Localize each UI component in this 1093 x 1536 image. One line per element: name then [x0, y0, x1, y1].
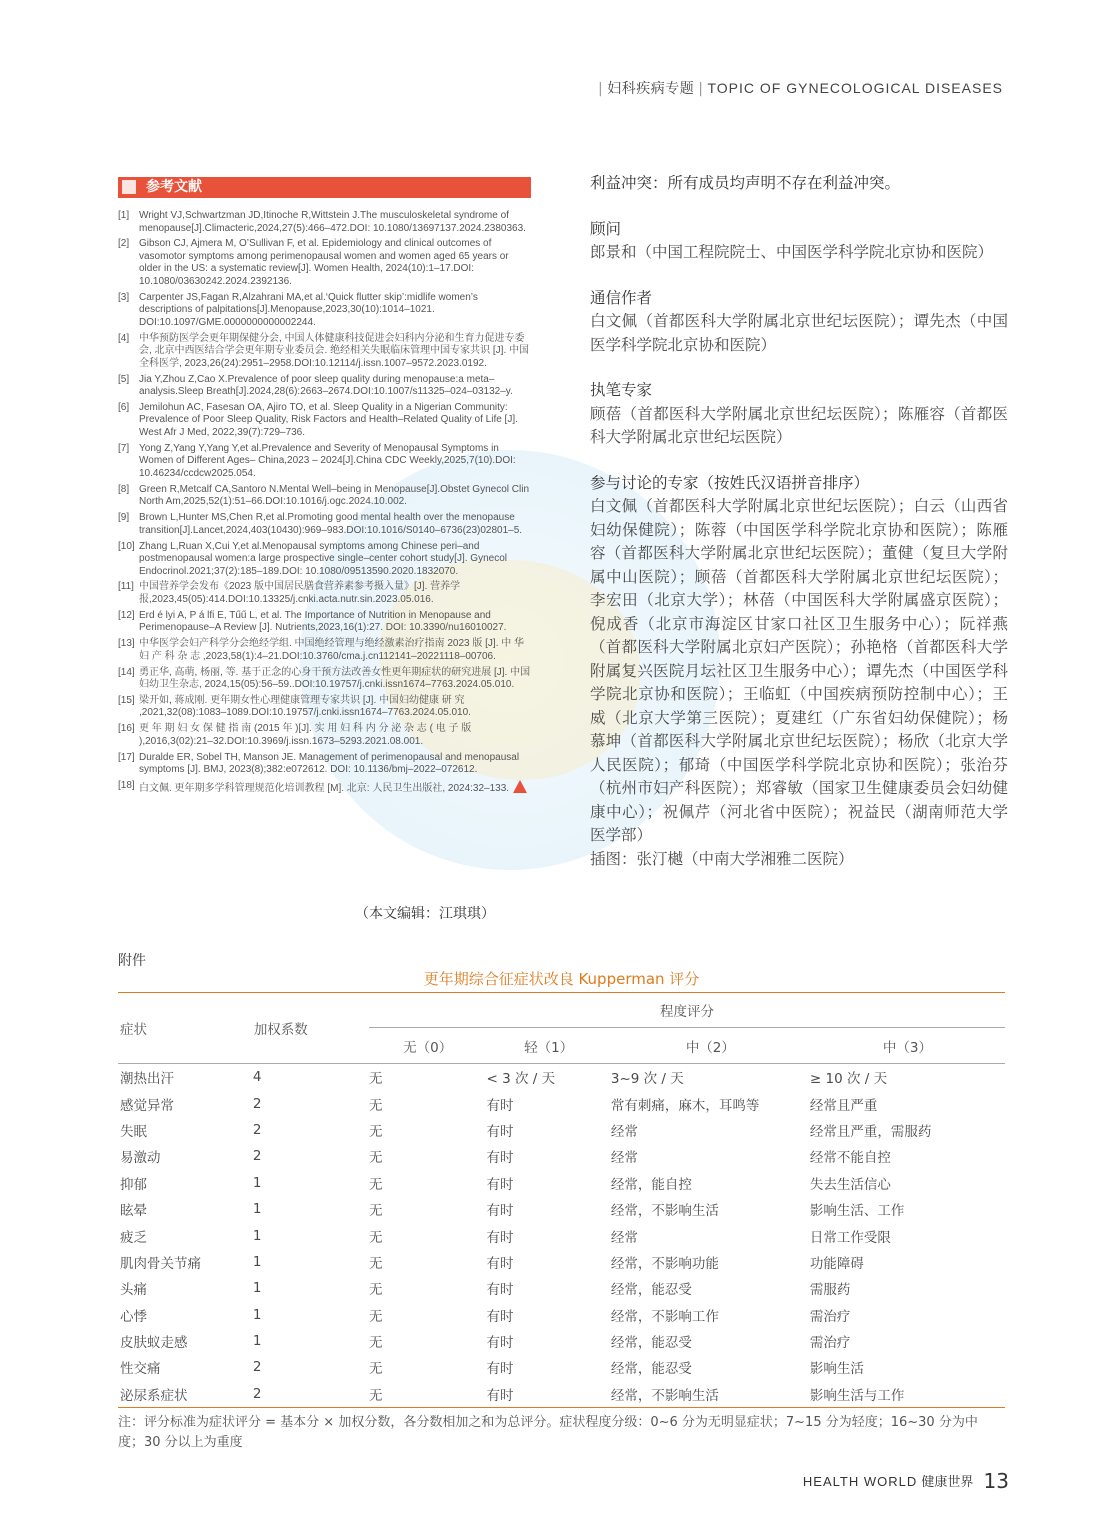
table-cell: 有时: [486, 1123, 514, 1140]
table-cell: 肌肉骨关节痛: [120, 1255, 201, 1272]
header-symptom: 症状: [120, 1022, 147, 1038]
end-mark-icon: [513, 780, 527, 793]
table-cell: 2: [252, 1385, 262, 1402]
table-row: [118, 1064, 1005, 1091]
footer-brand: HEALTH WORLD: [802, 1474, 918, 1489]
reference-item: [118, 292, 533, 330]
table-cell: 无: [368, 1097, 383, 1114]
reference-text: Carpenter JS,Fagan R,Alzahrani MA,et al.‘Quick flutter skip’:midlife women’s descriptions of palpitations[J].Menopause,2023,30(10):1014–1021. DOI:10.1097/GME.0000000000002244.: [139, 291, 478, 328]
table-row: [118, 1170, 1005, 1196]
table-cell: 无: [368, 1150, 383, 1167]
references-title: 参考文献: [146, 179, 202, 195]
header-en: TOPIC OF GYNECOLOGICAL DISEASES: [707, 80, 1003, 96]
table-cell: 经常，能忍受: [610, 1335, 692, 1352]
table-row: [118, 1249, 1005, 1275]
table-cell: 有时: [486, 1387, 514, 1404]
table-cell: 有时: [486, 1229, 514, 1246]
table-cell: 失去生活信心: [809, 1176, 891, 1193]
reference-text: Yong Z,Yang Y,Yang Y,et al.Prevalence and Severity of Menopausal Symptoms in Women of Different Ages– China,2023 – 2024[J].China CDC Weekly,2025,7(10).DOI: 10.46234/ccdcw2025.054.: [139, 442, 516, 479]
table-cell: 有时: [486, 1176, 514, 1193]
section-heading: 顾问: [590, 219, 622, 238]
reference-number: [14]: [118, 666, 135, 678]
reference-text: Jemilohun AC, Fasesan OA, Ajiro TO, et al. Sleep Quality in a Nigerian Community: Prevalence of Poor Sleep Quality, Risk Factors and Health–Related Quality of Life [J]. West Afr J Med, 2022,39(7):729–736.: [139, 401, 518, 438]
header-level-3: 中（3）: [882, 1039, 932, 1056]
table-cell: 泌尿系症状: [120, 1387, 188, 1404]
table-cell: 经常，不影响生活: [610, 1387, 719, 1404]
section-text: 郎景和（中国工程院院士、中国医学科学院北京协和医院）: [590, 243, 994, 261]
footer-cn: 健康世界: [921, 1475, 974, 1490]
table-cell: 经常，不影响功能: [610, 1255, 719, 1272]
reference-number: [18]: [118, 780, 135, 792]
table-cell: 抑郁: [120, 1176, 147, 1193]
reference-text: Zhang L,Ruan X,Cui Y,et al.Menopausal symptoms among Chinese peri–and postmenopausal women:a large prospective single–center cohort study[J]. Gynecol Endocrinol.2021;37(2):185–189.DOI: 10.1080/09513590.2020.1832070.: [139, 540, 507, 577]
table-row: [118, 1196, 1005, 1222]
table-cell: 经常: [610, 1150, 638, 1167]
table-cell: 影响生活与工作: [809, 1387, 905, 1404]
table-cell: 眩晕: [120, 1203, 147, 1220]
table-row: [118, 1222, 1005, 1248]
section-text: 白文佩（首都医科大学附属北京世纪坛医院）；谭先杰（中国医学科学院北京协和医院）: [590, 312, 1008, 354]
reference-number: [2]: [118, 238, 130, 250]
table-cell: 经常: [610, 1123, 638, 1140]
table-cell: 无: [368, 1123, 383, 1140]
reference-item: [118, 238, 533, 288]
table-cell: 常有刺痛，麻木，耳鸣等: [610, 1097, 760, 1114]
table-row: [118, 1354, 1005, 1380]
table-cell: 疲乏: [120, 1229, 147, 1246]
section-heading: 执笔专家: [590, 381, 653, 399]
table-cell: 无: [368, 1071, 383, 1088]
table-cell: 潮热出汗: [120, 1071, 174, 1088]
table-cell: 1: [252, 1253, 262, 1270]
table-cell: ≥ 10 次 / 天: [809, 1071, 888, 1088]
reference-text: Green R,Metcalf CA,Santoro N.Mental Well–being in Menopause[J].Obstet Gynecol Clin North Am,2025,52(1):51–66.DOI:10.1016/j.ogc.2024.10.002.: [139, 483, 529, 508]
reference-text: 中华预防医学会更年期保健分会, 中国人体健康科技促进会妇科内分泌和生育力促进专委会, 北京中西医结合学会更年期专业委员会. 绝经相关失眠临床管理中国专家共识 [J]. 中国全科医学, 2023,26(24):2951–2958.DOI:10.12114/j.issn.1007–9572.2023.0192.: [139, 332, 530, 369]
reference-text: 白文佩. 更年期多学科管理规范化培训教程 [M]. 北京: 人民卫生出版社, 2024:32–133.: [139, 783, 510, 795]
reference-text: Brown L,Hunter MS,Chen R,et al.Promoting good mental health over the menopause transition[J].Lancet,2024,403(10430):969–983.DOI:10.1016/S0140–6736(23)02801–5.: [139, 512, 523, 536]
table-cell: 需服药: [809, 1282, 851, 1299]
table-cell: 1: [252, 1174, 262, 1191]
table-cell: 有时: [486, 1255, 514, 1272]
page-footer: [803, 1469, 1009, 1493]
table-cell: 有时: [486, 1308, 514, 1325]
table-cell: 2: [252, 1121, 262, 1138]
table-cell: 1: [252, 1227, 262, 1244]
reference-number: [8]: [118, 483, 130, 495]
table-cell: 影响生活: [809, 1361, 864, 1378]
table-cell: 2: [252, 1359, 262, 1376]
reference-number: [17]: [118, 751, 135, 763]
table-cell: 需治疗: [809, 1335, 851, 1352]
references-heading: [118, 177, 531, 198]
reference-text: 中国营养学会发布《2023 版中国居民膳食营养素参考摄入量》[J]. 营养学报,2023,45(05):414.DOI:10.13325/j.cnki.acta.nutr.sin.2023.05.016.: [139, 581, 461, 605]
section-text: 顾蓓（首都医科大学附属北京世纪坛医院）；陈雁容（首都医科大学附属北京世纪坛医院）: [590, 404, 1008, 446]
table-cell: 失眠: [120, 1123, 147, 1140]
header-level-0: 无（0）: [403, 1039, 453, 1056]
reference-item: [118, 484, 533, 509]
header-level-2: 中（2）: [685, 1039, 735, 1056]
table-row: [118, 1143, 1005, 1169]
section-text: 白文佩（首都医科大学附属北京世纪坛医院）；白云（山西省妇幼保健院）；陈蓉（中国医学科学院北京协和医院）；陈雁容（首都医科大学附属北京世纪坛医院）；董健（复旦大学附属中山医院）；顾蓓（首都医科大学附属北京世纪坛医院）；李宏田（北京大学）；林蓓（中国医科大学附属盛京医院）；倪成香（北京市海淀区甘家口社区卫生服务中心）；阮祥燕（首都医科大学附属北京妇产医院）；孙艳格（首都医科大学附属复兴医院月坛社区卫生服务中心）；谭先杰（中国医学科学院北京协和医院）；王临虹（中国疾病预防控制中心）；王威（北京大学第三医院）；夏建红（广东省妇幼保健院）；杨慕坤（首都医科大学附属北京世纪坛医院）；杨欣（北京大学人民医院）；郁琦（中国医学科学院北京协和医院）；张治芬（杭州市妇产科医院）；郑睿敏（国家卫生健康委员会妇幼健康中心）；祝佩芹（河北省中医院）；祝益民（湖南师范大学医学部）: [590, 497, 1008, 844]
reference-item: [118, 780, 533, 796]
table-row: [118, 1328, 1005, 1354]
reference-number: [11]: [118, 581, 134, 593]
table-row: [118, 1090, 1005, 1116]
table-cell: 无: [368, 1387, 383, 1404]
table-cell: 易激动: [120, 1150, 161, 1167]
table-cell: 有时: [486, 1361, 514, 1378]
table-row: [118, 1381, 1005, 1408]
table-cell: 无: [368, 1176, 383, 1193]
reference-text: 梁开如, 蒋成刚. 更年期女性心理健康管理专家共识 [J]. 中国妇幼健康 研 究 ,2021,32(08):1083–1089.DOI:10.19757/j.cnki.issn1674–7763.2024.05.010.: [139, 694, 471, 719]
table-cell: 感觉异常: [120, 1097, 174, 1114]
reference-number: [1]: [118, 210, 130, 221]
table-cell: 无: [368, 1361, 383, 1378]
table-cell: 无: [368, 1229, 383, 1246]
table-cell: 1: [252, 1306, 262, 1323]
table-cell: 有时: [486, 1150, 514, 1167]
table-cell: 经常不能自控: [809, 1150, 891, 1167]
attachment-label: 附件: [118, 953, 146, 969]
reference-item: [118, 723, 533, 748]
reference-number: [10]: [118, 540, 135, 552]
reference-item: [118, 210, 533, 235]
table-cell: < 3 次 / 天: [486, 1071, 556, 1088]
reference-text: Gibson CJ, Ajmera M, O’Sullivan F, et al. Epidemiology and clinical outcomes of vasomotor symptoms among perimenopausal women and women aged 65 years or older in the US: a systematic review[J]. Women Health, 2024(10):1–17.DOI: 10.1080/03630242.2024.2392136.: [139, 238, 509, 287]
reference-number: [7]: [118, 442, 130, 454]
page-header: | 妇科疾病专题 | TOPIC OF GYNECOLOGICAL DISEASES: [598, 80, 1003, 97]
reference-item: [118, 752, 533, 777]
editor-credit: （本文编辑：江琪琪）: [355, 906, 495, 922]
reference-item: [118, 443, 533, 481]
reference-item: [118, 695, 533, 720]
table-cell: 性交痛: [120, 1361, 161, 1378]
reference-item: [118, 667, 533, 692]
reference-item: [118, 581, 533, 606]
table-cell: 经常，不影响工作: [610, 1308, 719, 1325]
kupperman-table: [118, 992, 1005, 1408]
table-cell: 经常且严重，需服药: [809, 1123, 932, 1140]
table-cell: 4: [252, 1069, 262, 1086]
header-degree: 程度评分: [369, 993, 1005, 1028]
header-cn: 妇科疾病专题: [607, 81, 695, 97]
table-cell: 1: [252, 1280, 262, 1297]
reference-number: [16]: [118, 723, 135, 735]
table-row: [118, 1302, 1005, 1328]
table-cell: 2: [252, 1148, 262, 1165]
table-title: 更年期综合征症状改良 Kupperman 评分: [423, 970, 700, 988]
reference-number: [13]: [118, 638, 135, 650]
reference-number: [9]: [118, 512, 130, 524]
table-cell: 3~9 次 / 天: [610, 1071, 684, 1088]
table-cell: 无: [368, 1335, 383, 1352]
table-row: [118, 1275, 1005, 1301]
conflict-statement: 利益冲突：所有成员均声明不存在利益冲突。: [590, 174, 901, 192]
table-cell: 有时: [486, 1335, 514, 1352]
table-cell: 影响生活、工作: [809, 1203, 905, 1220]
table-cell: 无: [368, 1282, 383, 1299]
reference-text: Wright VJ,Schwartzman JD,Itinoche R,Wittstein J.The musculoskeletal syndrome of menopause[J].Climacteric,2024,27(5):466–472.DOI: 10.1080/13697137.2024.2380363.: [139, 210, 526, 234]
table-cell: 无: [368, 1308, 383, 1325]
list-icon: [122, 180, 136, 194]
article-info: [590, 172, 1008, 871]
table-row: [118, 1117, 1005, 1143]
section-heading: 通信作者: [590, 288, 653, 307]
section-heading: 参与讨论的专家（按姓氏汉语拼音排序）: [590, 473, 870, 492]
table-cell: 皮肤蚁走感: [120, 1335, 188, 1352]
reference-item: [118, 374, 533, 399]
table-cell: 有时: [486, 1203, 514, 1220]
table-cell: 有时: [486, 1097, 514, 1114]
reference-number: [15]: [118, 694, 135, 706]
reference-item: [118, 333, 533, 371]
reference-text: 中华医学会妇产科学分会绝经学组. 中国绝经管理与绝经激素治疗指南 2023 版 [J]. 中 华 妇 产 科 杂 志 ,2023,58(1):4–21.DOI:10.3760/cma.j.cn112141–20221118–00706.: [139, 638, 525, 662]
references-list: [118, 210, 533, 799]
reference-number: [6]: [118, 401, 130, 413]
page-number: 13: [983, 1469, 1009, 1493]
table-cell: 心悸: [120, 1308, 147, 1325]
reference-text: Duralde ER, Sobel TH, Manson JE. Management of perimenopausal and menopausal symptoms [J]. BMJ, 2023(8);382:e072612. DOI: 10.1136/bmj–2022–072612.: [139, 751, 520, 776]
table-cell: 有时: [486, 1282, 514, 1299]
reference-item: [118, 402, 533, 440]
reference-number: [4]: [118, 332, 130, 344]
table-cell: 经常且严重: [809, 1097, 878, 1114]
table-cell: 1: [252, 1201, 262, 1218]
table-cell: 无: [368, 1255, 383, 1272]
table-cell: 经常，能忍受: [610, 1361, 692, 1378]
table-cell: 功能障碍: [809, 1255, 864, 1272]
header-weight: 加权系数: [253, 1022, 308, 1038]
table-cell: 经常，能自控: [610, 1176, 692, 1193]
table-cell: 2: [252, 1095, 262, 1112]
reference-text: Erd é lyi A, P á lfi E, Tűű L, et al. The Importance of Nutrition in Menopause and Perimenopause–A Review [J]. Nutrients,2023,16(1):27. DOI: 10.3390/nu16010027.: [139, 609, 507, 634]
header-level-1: 轻（1）: [524, 1039, 574, 1056]
reference-item: [118, 610, 533, 635]
table-cell: 1: [252, 1333, 262, 1350]
reference-item: [118, 541, 533, 579]
table-cell: 头痛: [120, 1282, 147, 1299]
reference-item: [118, 638, 533, 663]
reference-text: 更 年 期 妇 女 保 健 指 南 (2015 年 )[J]. 实 用 妇 科 内 分 泌 杂 志 ( 电 子 版 ),2016,3(02):21–32.DOI:10.3969/j.issn.1673–5293.2021.08.001.: [139, 723, 472, 747]
table-cell: 经常: [610, 1229, 638, 1246]
reference-text: 勇正华, 高萌, 杨丽, 等. 基于正念的心身干预方法改善女性更年期症状的研究进展 [J]. 中国妇幼卫生杂志, 2024,15(05):56–59..DOI:10.19757/j.cnki.issn1674–7763.2024.05.010.: [139, 666, 531, 691]
reference-number: [12]: [118, 609, 135, 621]
table-cell: 需治疗: [809, 1308, 851, 1325]
table-cell: 经常，不影响生活: [610, 1203, 719, 1220]
reference-item: [118, 512, 533, 537]
reference-number: [3]: [118, 291, 130, 303]
table-cell: 无: [368, 1203, 383, 1220]
table-note: 注：评分标准为症状评分 = 基本分 × 加权分数，各分数相加之和为总评分。症状程度分级：0~6 分为无明显症状；7~15 分为轻度；16~30 分为中度；30 分以上为重度: [118, 1415, 978, 1450]
table-cell: 日常工作受限: [809, 1229, 891, 1246]
reference-text: Jia Y,Zhou Z,Cao X.Prevalence of poor sleep quality during menopause:a meta–analysis.Sleep Breath[J].2024,28(6):2663–2674.DOI:10.1007/s11325–024–03132–y.: [139, 373, 513, 398]
reference-number: [5]: [118, 373, 130, 385]
table-cell: 经常，能忍受: [610, 1282, 692, 1299]
illustration-credit: 插图：张汀樾（中南大学湘雅二医院）: [590, 849, 854, 868]
